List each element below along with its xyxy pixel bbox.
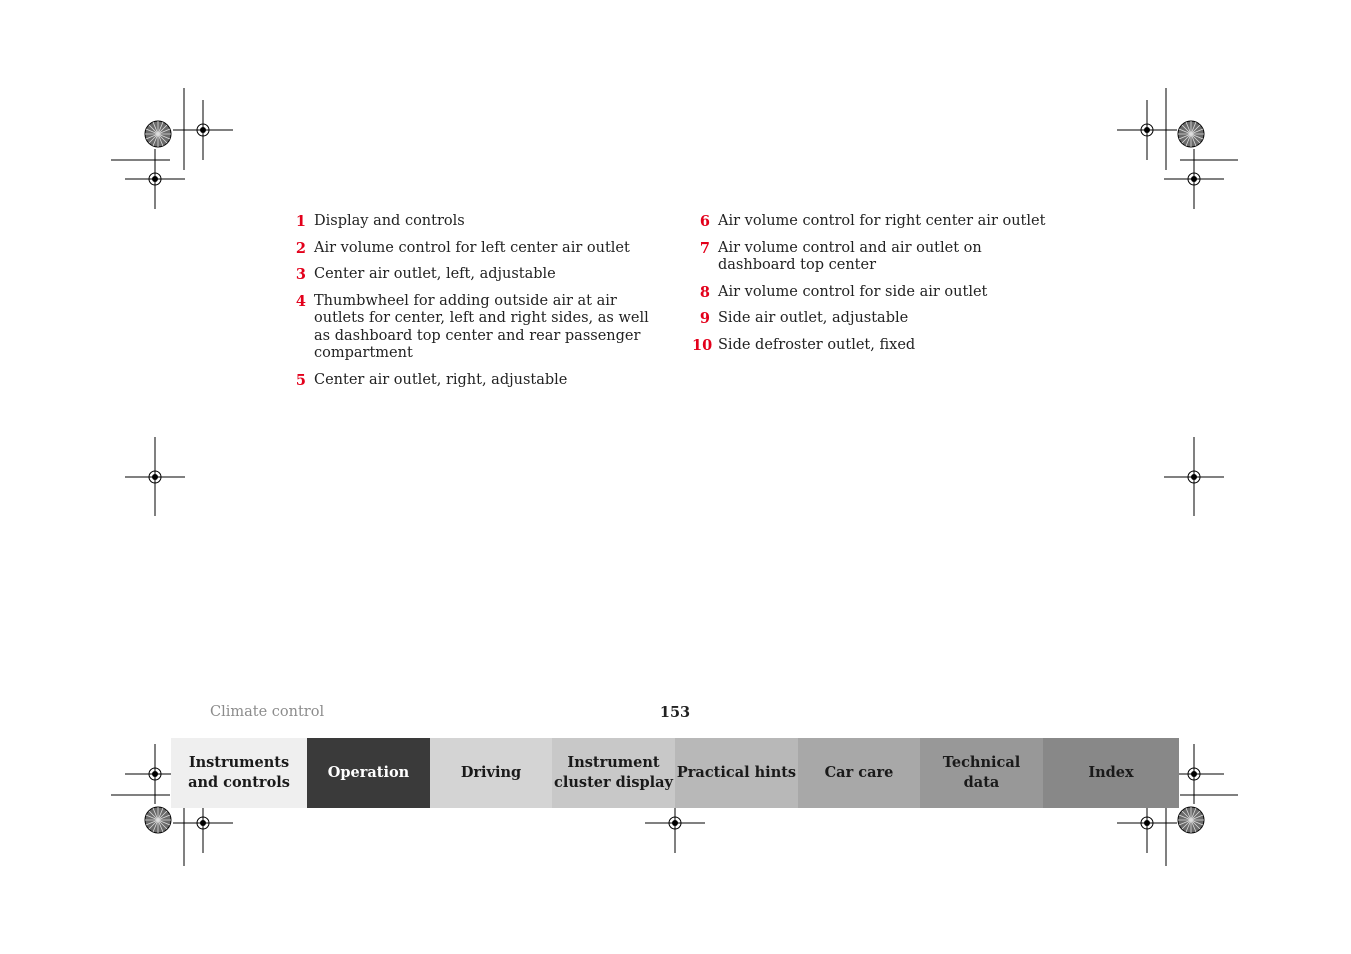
legend-list-right <box>692 213 1062 363</box>
tab-instrument-cluster-display[interactable] <box>552 738 675 808</box>
legend-number: 9 <box>699 310 710 327</box>
legend-item <box>692 213 1062 231</box>
tab-label: Driving <box>460 764 522 781</box>
legend-text: Air volume control for right center air outlet <box>718 213 1046 229</box>
tab-technical-data[interactable] <box>920 738 1043 808</box>
legend-text: Air volume control for side air outlet <box>718 283 988 300</box>
tab-car-care[interactable] <box>798 738 920 808</box>
tab-label: Technical data <box>942 754 1021 791</box>
legend-number: 3 <box>295 266 306 283</box>
legend-number: 8 <box>699 283 710 301</box>
tab-label: Instrument cluster display <box>554 754 673 791</box>
legend-number: 4 <box>295 292 306 310</box>
tab-instruments-and-controls[interactable] <box>171 738 307 808</box>
legend-number: 5 <box>295 371 306 389</box>
tab-label: Operation <box>327 764 410 781</box>
tab-operation[interactable] <box>307 738 430 808</box>
legend-number: 2 <box>295 239 306 257</box>
tab-index[interactable] <box>1043 738 1179 808</box>
legend-number: 6 <box>699 213 710 230</box>
tab-driving[interactable] <box>430 738 552 808</box>
legend-item <box>692 337 1062 355</box>
tab-label: Practical hints <box>676 764 797 781</box>
legend-item <box>692 310 1062 328</box>
legend-text: Center air outlet, right, adjustable <box>314 371 568 388</box>
tab-label: Index <box>1088 764 1134 781</box>
tab-label: Car care <box>824 764 894 781</box>
legend-item <box>692 240 1062 275</box>
legend-number: 1 <box>295 213 306 230</box>
legend-text: Side air outlet, adjustable <box>718 310 909 326</box>
section-title: Climate control <box>210 704 325 720</box>
legend-item <box>692 284 1062 302</box>
tab-label: Instruments and controls <box>188 754 290 791</box>
legend-item <box>288 213 668 231</box>
legend-text: Display and controls <box>314 213 465 229</box>
legend-item <box>288 372 668 390</box>
tab-practical-hints[interactable] <box>675 738 798 808</box>
chapter-tab-bar <box>171 738 1179 808</box>
legend-item <box>288 266 668 284</box>
legend-text: Air volume control for left center air outlet <box>314 239 630 256</box>
legend-number: 10 <box>692 336 713 354</box>
legend-item <box>288 293 668 363</box>
legend-item <box>288 240 668 258</box>
legend-text: Air volume control and air outlet on dashboard top center <box>718 239 982 273</box>
legend-list-left <box>288 213 668 398</box>
legend-text: Center air outlet, left, adjustable <box>314 266 556 282</box>
legend-number: 7 <box>699 239 710 257</box>
legend-text: Thumbwheel for adding outside air at air outlets for center, left and right sides, as well as dashboard top center and rear passenger compartment <box>314 292 649 361</box>
page-number: 153 <box>659 704 691 721</box>
legend-text: Side defroster outlet, fixed <box>718 336 916 353</box>
